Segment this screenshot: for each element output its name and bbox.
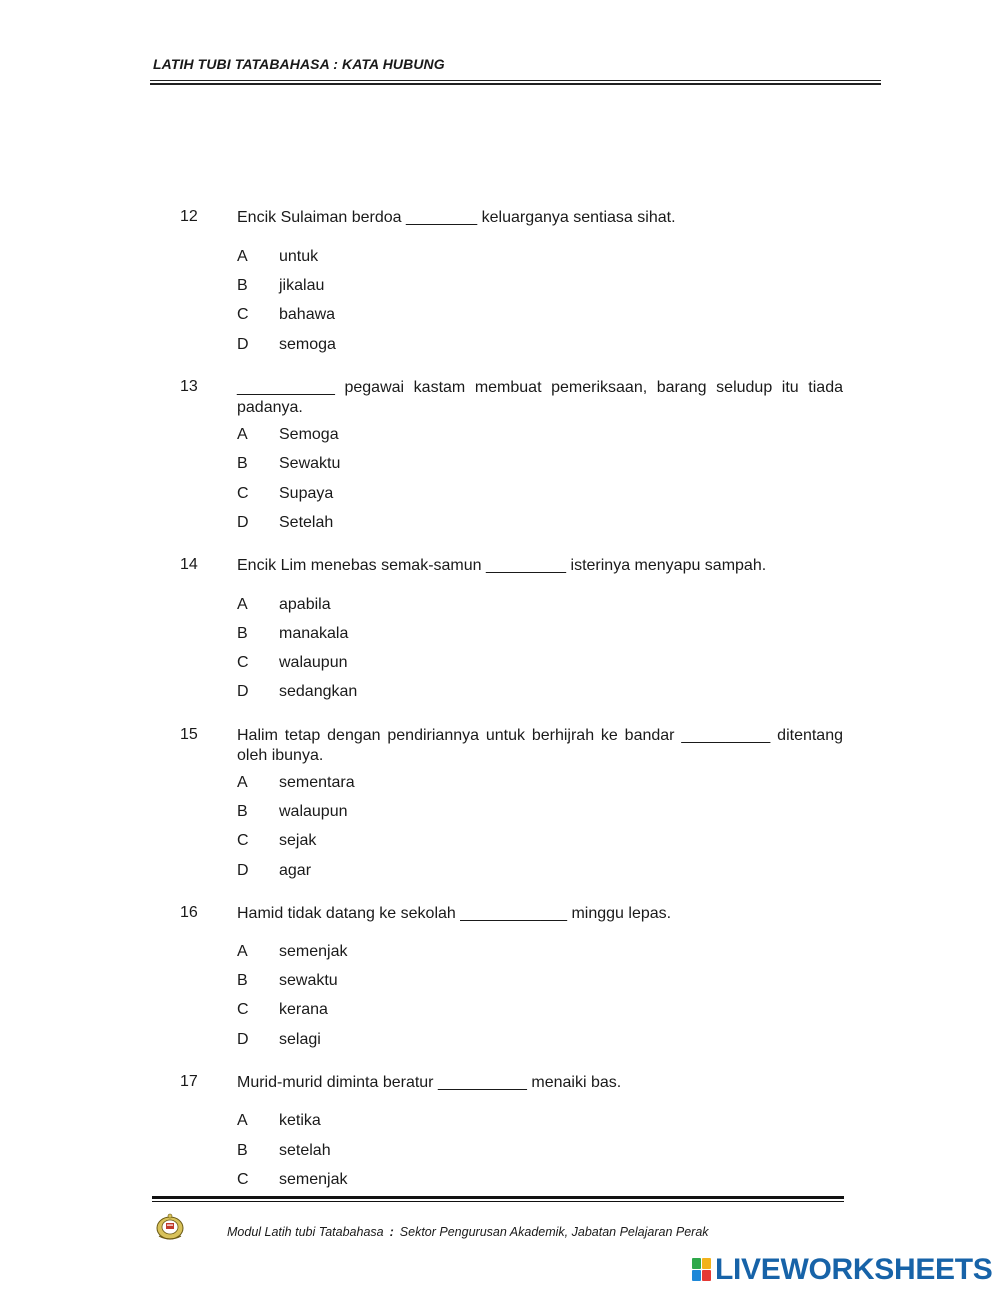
option-text: manakala <box>279 625 349 642</box>
option-14-b[interactable] <box>0 625 1000 645</box>
option-text: sedangkan <box>279 683 358 700</box>
question-number: 12 <box>180 208 198 225</box>
liveworksheets-brand[interactable] <box>692 1254 993 1286</box>
option-16-d[interactable] <box>0 1031 1000 1051</box>
option-15-c[interactable] <box>0 832 1000 852</box>
option-letter: A <box>237 943 248 960</box>
option-letter: B <box>237 277 248 294</box>
option-letter: D <box>237 683 249 700</box>
option-text: Semoga <box>279 426 339 443</box>
state-crest-icon <box>155 1212 185 1242</box>
option-text: jikalau <box>279 277 325 294</box>
question-number: 15 <box>180 726 198 743</box>
option-14-c[interactable] <box>0 654 1000 674</box>
option-letter: C <box>237 485 249 502</box>
option-letter: A <box>237 426 248 443</box>
option-text: setelah <box>279 1142 331 1159</box>
footer-divider <box>152 1201 844 1202</box>
option-16-b[interactable] <box>0 972 1000 992</box>
option-letter: B <box>237 972 248 989</box>
option-letter: A <box>237 248 248 265</box>
option-12-a[interactable] <box>0 248 1000 268</box>
option-text: walaupun <box>279 654 348 671</box>
option-text: kerana <box>279 1001 328 1018</box>
question-text: Hamid tidak datang ke sekolah ____________ minggu lepas. <box>237 905 672 922</box>
question-number: 17 <box>180 1073 198 1090</box>
header-divider <box>150 80 881 81</box>
option-16-c[interactable] <box>0 1001 1000 1021</box>
question-text: ___________ pegawai kastam membuat pemeriksaan, barang seludup itu tiada padanya. <box>237 379 843 416</box>
question-number: 14 <box>180 556 198 573</box>
option-letter: B <box>237 803 248 820</box>
option-text: sewaktu <box>279 972 338 989</box>
option-text: walaupun <box>279 803 348 820</box>
option-letter: C <box>237 1171 249 1188</box>
footer-source: Sektor Pengurusan Akademik, Jabatan Pelajaran Perak <box>399 1225 709 1239</box>
footer-divider <box>152 1196 844 1199</box>
footer-separator: : <box>389 1225 394 1239</box>
question-text: Halim tetap dengan pendiriannya untuk berhijrah ke bandar __________ ditentang oleh ibunya. <box>237 727 843 764</box>
option-letter: C <box>237 1001 249 1018</box>
option-letter: C <box>237 306 249 323</box>
option-text: Setelah <box>279 514 334 531</box>
option-letter: C <box>237 832 249 849</box>
option-text: ketika <box>279 1112 321 1129</box>
option-12-b[interactable] <box>0 277 1000 297</box>
option-14-d[interactable] <box>0 683 1000 703</box>
option-text: sejak <box>279 832 317 849</box>
option-letter: B <box>237 625 248 642</box>
question-text: Encik Lim menebas semak-samun _________ isterinya menyapu sampah. <box>237 557 767 574</box>
option-13-d[interactable] <box>0 514 1000 534</box>
option-letter: A <box>237 596 248 613</box>
option-14-a[interactable] <box>0 596 1000 616</box>
header-divider <box>150 83 881 85</box>
page-footer <box>227 1225 709 1239</box>
option-text: semoga <box>279 336 336 353</box>
option-letter: A <box>237 774 248 791</box>
option-text: selagi <box>279 1031 321 1048</box>
option-letter: B <box>237 1142 248 1159</box>
option-15-a[interactable] <box>0 774 1000 794</box>
option-letter: A <box>237 1112 248 1129</box>
option-13-a[interactable] <box>0 426 1000 446</box>
option-text: untuk <box>279 248 319 265</box>
option-letter: D <box>237 1031 249 1048</box>
option-13-b[interactable] <box>0 455 1000 475</box>
option-15-b[interactable] <box>0 803 1000 823</box>
question-number: 16 <box>180 904 198 921</box>
option-text: Sewaktu <box>279 455 341 472</box>
option-text: sementara <box>279 774 355 791</box>
option-text: apabila <box>279 596 331 613</box>
option-text: bahawa <box>279 306 336 323</box>
option-15-d[interactable] <box>0 862 1000 882</box>
question-text: Encik Sulaiman berdoa ________ keluarganya sentiasa sihat. <box>237 209 676 226</box>
option-12-d[interactable] <box>0 336 1000 356</box>
option-letter: D <box>237 336 249 353</box>
option-letter: D <box>237 514 249 531</box>
option-text: Supaya <box>279 485 334 502</box>
option-17-c[interactable] <box>0 1171 1000 1191</box>
question-text: Murid-murid diminta beratur __________ menaiki bas. <box>237 1074 622 1091</box>
footer-module: Modul Latih tubi Tatabahasa <box>227 1225 384 1239</box>
liveworksheets-logo-icon <box>692 1258 712 1282</box>
option-16-a[interactable] <box>0 943 1000 963</box>
option-letter: B <box>237 455 248 472</box>
liveworksheets-wordmark: LIVEWORKSHEETS <box>715 1253 993 1286</box>
option-13-c[interactable] <box>0 485 1000 505</box>
option-text: semenjak <box>279 1171 348 1188</box>
option-text: agar <box>279 862 312 879</box>
option-12-c[interactable] <box>0 306 1000 326</box>
option-letter: C <box>237 654 249 671</box>
question-number: 13 <box>180 378 198 395</box>
option-text: semenjak <box>279 943 348 960</box>
option-17-a[interactable] <box>0 1112 1000 1132</box>
option-letter: D <box>237 862 249 879</box>
page-header-title: LATIH TUBI TATABAHASA : KATA HUBUNG <box>153 56 445 72</box>
option-17-b[interactable] <box>0 1142 1000 1162</box>
